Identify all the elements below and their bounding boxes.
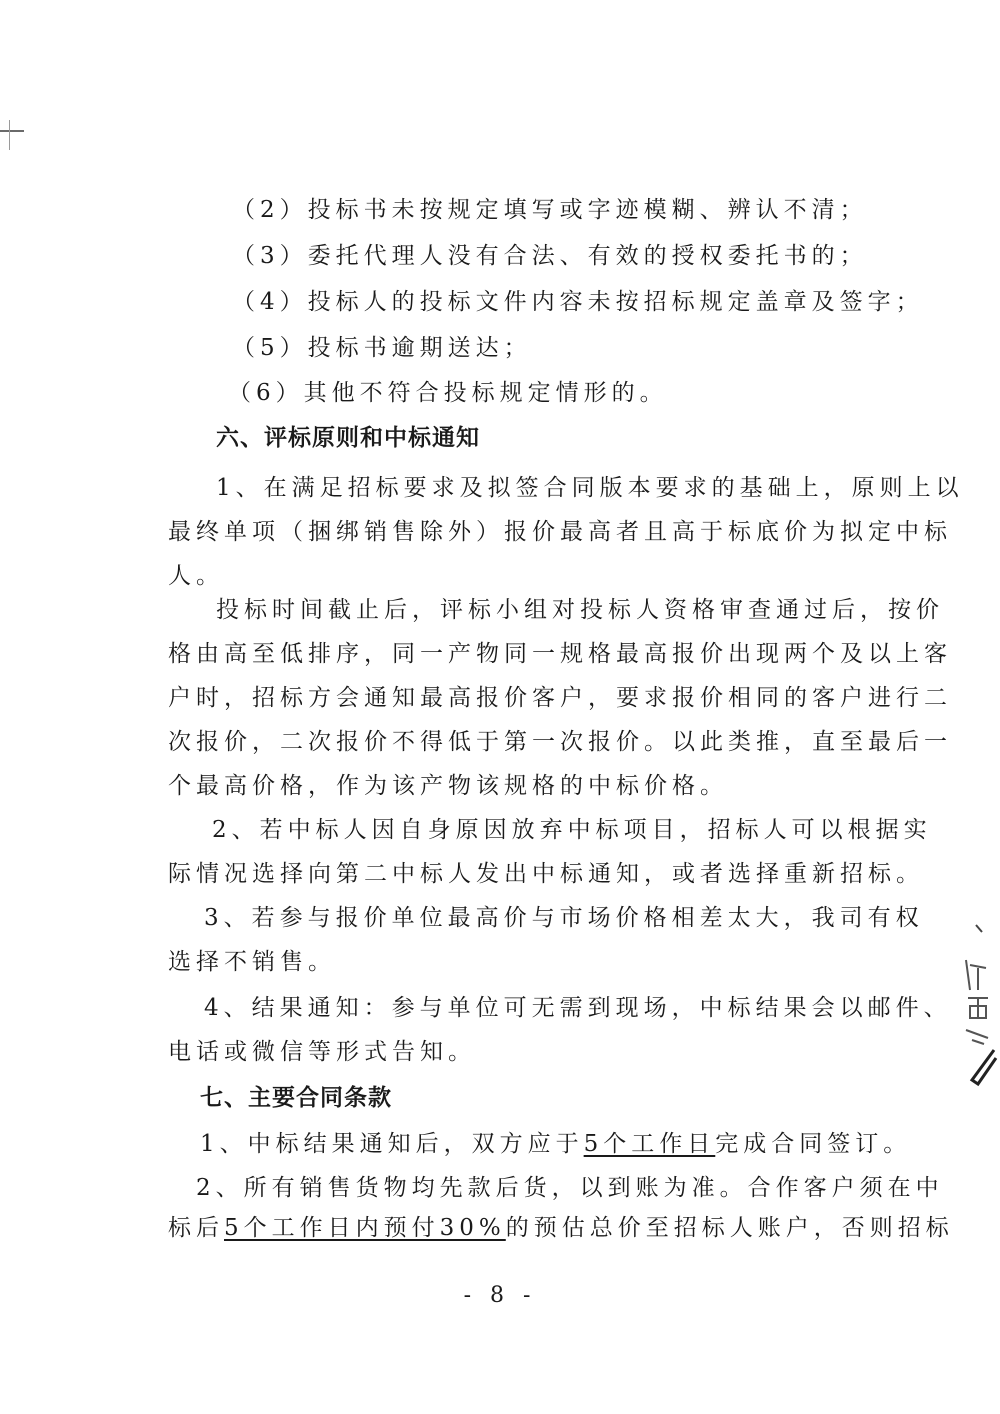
paragraph-line: 1、在满足招标要求及拟签合同版本要求的基础上，原则上以 <box>216 475 964 501</box>
paragraph-line: 选择不销售。 <box>168 949 336 975</box>
paragraph-line: 人。 <box>168 563 224 589</box>
scan-edge-line <box>9 120 10 150</box>
paragraph-line: 3、若参与报价单位最高价与市场价格相差太大，我司有权 <box>204 905 924 931</box>
paragraph-line: 2、若中标人因自身原因放弃中标项目，招标人可以根据实 <box>212 817 932 843</box>
paragraph-line: 次报价，二次报价不得低于第一次报价。以此类推，直至最后一 <box>168 729 952 755</box>
section-heading: 六、评标原则和中标通知 <box>216 425 480 451</box>
paragraph-line: 个最高价格，作为该产物该规格的中标价格。 <box>168 773 728 799</box>
scan-edge-mark <box>0 130 24 132</box>
paragraph-line: 际情况选择向第二中标人发出中标通知，或者选择重新招标。 <box>168 861 924 887</box>
clause-text: 完成合同签订。 <box>715 1131 912 1157</box>
clause-text: 的预估总价至招标人账户，否则招标 <box>505 1215 954 1241</box>
underlined-term: 5个工作日 <box>583 1131 716 1157</box>
paragraph-line: 电话或微信等形式告知。 <box>168 1039 476 1065</box>
seal-fragment-icon <box>958 920 998 1090</box>
section-heading: 七、主要合同条款 <box>200 1085 392 1111</box>
list-item: （5）投标书逾期送达； <box>232 335 532 361</box>
underlined-term: 5个工作日内预付30% <box>224 1215 506 1241</box>
paragraph-line: 户时，招标方会通知最高报价客户，要求报价相同的客户进行二 <box>168 685 952 711</box>
clause-text: 1、中标结果通知后，双方应于 <box>200 1131 584 1157</box>
paragraph-line <box>168 1213 954 1243</box>
list-item: （2）投标书未按规定填写或字迹模糊、辨认不清； <box>232 197 868 223</box>
paragraph-line: 投标时间截止后，评标小组对投标人资格审查通过后，按价 <box>216 597 944 623</box>
paragraph-line: 格由高至低排序，同一产物同一规格最高报价出现两个及以上客 <box>168 641 952 667</box>
page-number: - 8 - <box>463 1283 537 1308</box>
list-item: （3）委托代理人没有合法、有效的授权委托书的； <box>232 243 868 269</box>
paragraph-line: 最终单项（捆绑销售除外）报价最高者且高于标底价为拟定中标 <box>168 519 952 545</box>
clause-text: 标后 <box>168 1215 224 1241</box>
paragraph-line <box>200 1129 911 1159</box>
paragraph-line: 2、所有销售货物均先款后货，以到账为准。合作客户须在中 <box>196 1175 944 1201</box>
list-item: （6）其他不符合投标规定情形的。 <box>228 380 668 406</box>
paragraph-line: 4、结果通知：参与单位可无需到现场，中标结果会以邮件、 <box>204 995 952 1021</box>
list-item: （4）投标人的投标文件内容未按招标规定盖章及签字； <box>232 289 924 315</box>
